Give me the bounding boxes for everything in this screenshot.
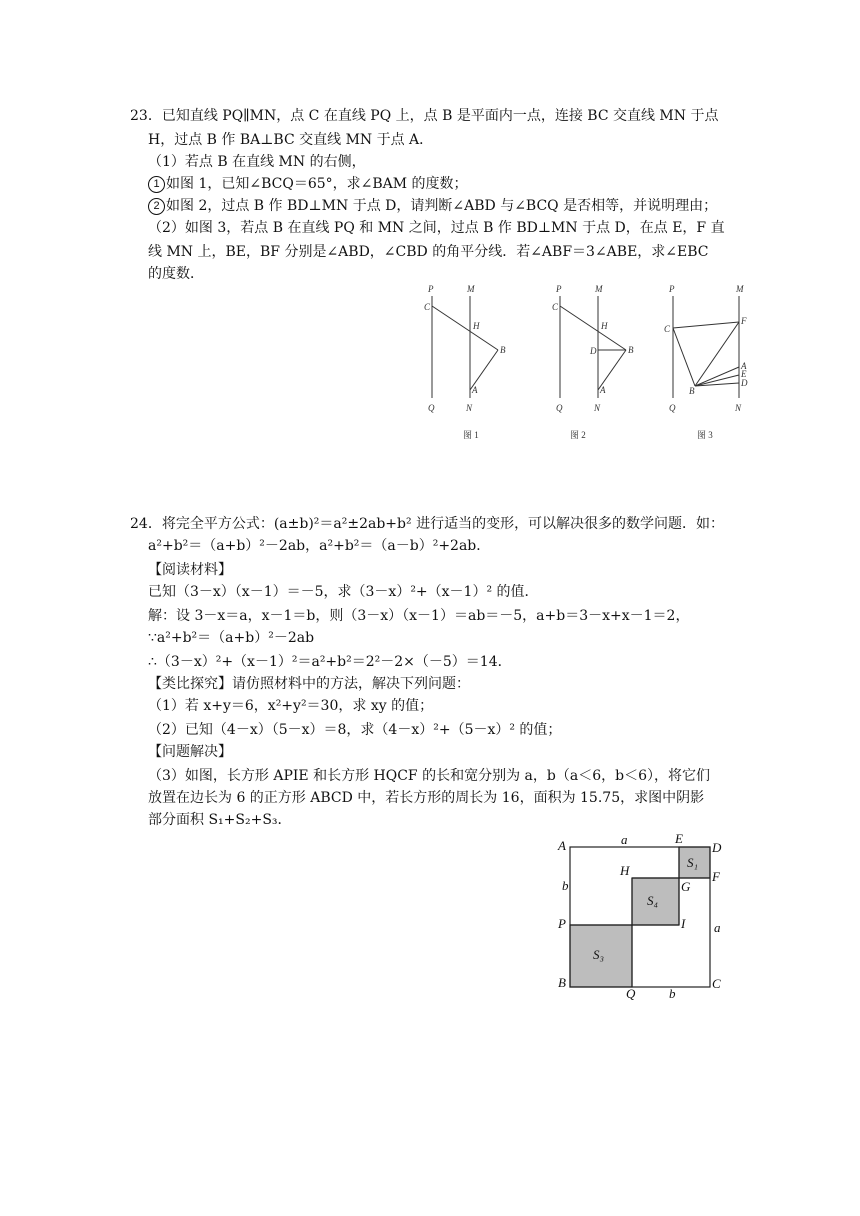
sq-label-b: B — [558, 975, 566, 990]
q23-sub1: 1 如图 1，已知∠BCQ＝65°，求∠BAM 的度数； — [148, 174, 468, 194]
fig2-label-n: N — [594, 403, 601, 413]
fig3-label-p: P — [669, 284, 675, 294]
q23-number: 23． — [130, 108, 162, 124]
q23-part2-line3: 的度数． — [148, 266, 204, 282]
q24-p1: （1）若 x+y＝6，x²+y²＝30，求 xy 的值； — [148, 698, 434, 714]
sq-label-q: Q — [626, 986, 636, 1000]
fig1-label-c: C — [424, 302, 431, 312]
q24-square-figure — [550, 828, 740, 1000]
sq-label-a: A — [558, 838, 566, 853]
fig1-label-q: Q — [428, 403, 435, 413]
sq-label-s3: S₃ — [593, 947, 605, 962]
sq-label-a-top: a — [621, 832, 628, 847]
sq-label-c: C — [712, 976, 721, 991]
fig3-label-q: Q — [669, 403, 676, 413]
q24-p3-line2: 放置在边长为 6 的正方形 ABCD 中，若长方形的周长为 16，面积为 15.75，求图中阴影 — [148, 790, 705, 806]
fig1-caption: 图 1 — [463, 430, 479, 440]
circled-number-1: 1 — [148, 176, 165, 193]
fig3-label-d: D — [741, 378, 748, 388]
circled-number-2: 2 — [148, 198, 165, 215]
fig1-label-n: N — [466, 403, 473, 413]
q23-part1: （1）若点 B 在直线 MN 的右侧， — [148, 154, 366, 170]
q23-line1: 23．已知直线 PQ∥MN，点 C 在直线 PQ 上，点 B 是平面内一点，连接 BC 交直线 MN 于点 — [130, 108, 719, 124]
q24-read-title: 【阅读材料】 — [148, 562, 232, 578]
fig3-label-m: M — [736, 284, 744, 294]
fig2-label-m: M — [595, 284, 603, 294]
fig2-caption: 图 2 — [570, 430, 586, 440]
q24-p2: （2）已知（4－x）（5－x）＝8，求（4－x）²+（5－x）² 的值； — [148, 722, 562, 738]
sq-label-h: H — [620, 863, 630, 878]
q23-part2-line1: （2）如图 3，若点 B 在直线 PQ 和 MN 之间，过点 B 作 BD⊥MN 于点 D，在点 E，F 直 — [148, 220, 725, 236]
q24-solve-title: 【问题解决】 — [148, 744, 232, 760]
sq-label-b-bottom: b — [669, 986, 676, 1000]
sq-label-a-right: a — [714, 920, 721, 935]
fig2-label-q: Q — [556, 403, 563, 413]
sq-label-s4: S₄ — [647, 893, 659, 908]
fig2-label-p: P — [556, 284, 562, 294]
q24-line2: a²+b²＝（a+b）²－2ab，a²+b²＝（a－b）²+2ab． — [148, 538, 491, 554]
fig3-label-e: E — [741, 369, 747, 379]
sq-label-s1: S₁ — [687, 855, 699, 870]
fig1-label-m: M — [467, 284, 475, 294]
fig2-label-d: D — [590, 346, 597, 356]
q24-p3-line3: 部分面积 S₁+S₂+S₃． — [148, 812, 292, 828]
q23-sub2: 2 如图 2，过点 B 作 BD⊥MN 于点 D，请判断∠ABD 与∠BCQ 是否相等，并说明理由； — [148, 196, 717, 216]
q24-read2: 解：设 3－x＝a，x－1＝b，则（3－x）（x－1）＝ab＝－5，a+b＝3－x+x－1＝2， — [148, 608, 690, 624]
fig1-label-h: H — [473, 321, 480, 331]
fig3-label-b: B — [689, 386, 695, 396]
sq-label-f: F — [712, 869, 720, 884]
q24-line1: 24．将完全平方公式：(a±b)²＝a²±2ab+b² 进行适当的变形，可以解决很多的数学问题．如： — [130, 516, 725, 532]
sq-label-b-left: b — [562, 878, 569, 893]
fig3-label-f: F — [741, 316, 747, 326]
q23-part2-line2: 线 MN 上，BE，BF 分别是∠ABD，∠CBD 的角平分线．若∠ABF＝3∠ABE，求∠EBC — [148, 244, 709, 260]
fig1-label-b: B — [500, 345, 506, 355]
fig3-label-n: N — [735, 403, 742, 413]
fig3-caption: 图 3 — [697, 430, 713, 440]
fig2-label-c: C — [552, 302, 559, 312]
q24-p3-line1: （3）如图，长方形 APIE 和长方形 HQCF 的长和宽分别为 a，b（a＜6，b＜6），将它们 — [148, 768, 710, 784]
sq-label-d: D — [712, 840, 722, 855]
q23-figures — [415, 280, 760, 450]
sq-label-e: E — [675, 831, 683, 846]
fig2-label-b: B — [628, 345, 634, 355]
q24-read4: ∴（3－x）²+（x－1）²＝a²+b²＝2²－2×（－5）＝14． — [148, 654, 512, 670]
q24-analog: 【类比探究】请仿照材料中的方法，解决下列问题： — [148, 676, 470, 692]
sq-label-p: P — [558, 916, 566, 931]
fig2-label-h: H — [601, 321, 608, 331]
q23-line2: H，过点 B 作 BA⊥BC 交直线 MN 于点 A． — [148, 132, 434, 148]
q24-read3: ∵a²+b²＝（a+b）²－2ab — [148, 630, 315, 646]
fig1-label-a: A — [472, 385, 478, 395]
sq-label-g: G — [681, 879, 691, 894]
fig2-label-a: A — [600, 385, 606, 395]
fig1-label-p: P — [428, 284, 434, 294]
sq-label-i: I — [681, 916, 686, 931]
fig3-label-c: C — [664, 324, 671, 334]
fig3-label-a: A — [741, 361, 747, 371]
q24-read1: 已知（3－x）（x－1）＝－5，求（3－x）²+（x－1）² 的值． — [148, 584, 539, 600]
q24-number: 24． — [130, 516, 162, 532]
